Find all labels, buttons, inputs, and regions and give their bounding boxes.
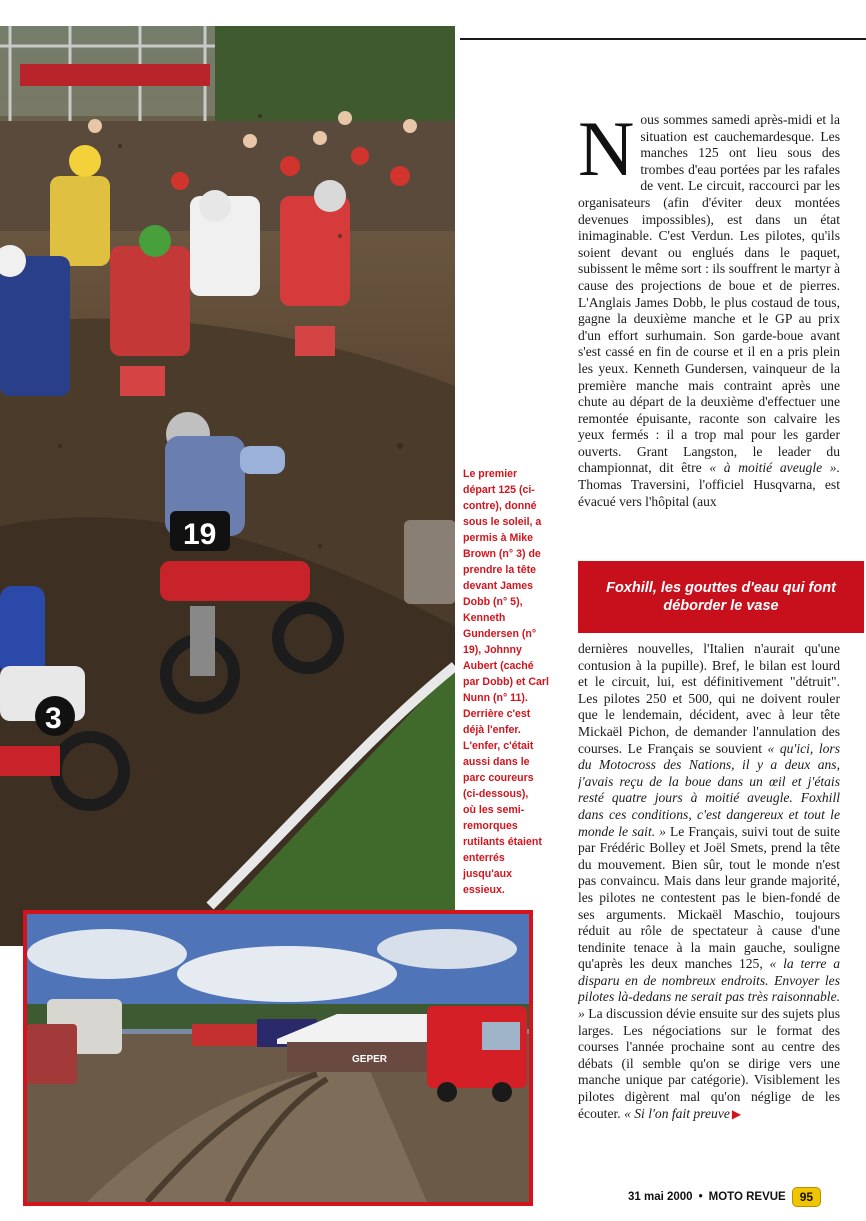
footer-separator: • <box>698 1191 703 1203</box>
dropcap: N <box>578 112 635 192</box>
article-quote-2: « qu'ici, lors du Motocross des Nations, il y a deux ans, j'avais reçu de la boue dans un œil et j'étais resté quatre jours à moitié aveugle. Foxhill dans ces conditions, c'est dangereux et tout le monde le sait. » <box>578 740 840 839</box>
article-text-2: Thomas Traversini, l'officiel Husqvarna, est évacué vers l'hôpital (aux <box>578 477 840 509</box>
article-quote-1: « à moitié aveugle ». <box>709 460 840 476</box>
article-text-4: Le Français, suivi tout de suite par Frédéric Bolley et Joël Smets, prend la tête du mouvement. Bien sûr, tout le monde n'est pas convaincu. Mais dans leur grande majorité, les pilotes ne contestent pas le bien-fondé de ses arguments. Mickaël Maschio, toujours réduit au rôle de spectateur à cause d'une tendinite tenace à la main gauche, souligne qu'après les deux manches 125, <box>578 823 840 972</box>
rider-plate-19: 19 <box>183 518 217 551</box>
top-rule <box>460 38 866 40</box>
article-text-1: ous sommes samedi après-midi et la situation est cauchemardesque. Les manches 125 ont lieu sous des trombes d'eau portées par les rafales de vent. Le circuit, raccourci par les organisateurs (afin d'éviter deux montées devenues impossibles), est dans un état inimaginable. C'est Verdun. Les pilotes, qu'ils soient devant ou englués dans le paquet, subissent le même sort : ils souffrent le martyr à cause des projections de boue et de pierres. L'Anglais James Dobb, le plus costaud de tous, gagne la deuxième manche et le GP au prix d'un effort surhumain. Son garde-boue avant s'est cassé en fin de course et il en a pris plein les yeux. Kenneth Gundersen, vainqueur de la première manche mais contraint après une chute au départ de la deuxième d'effectuer une remontée épuisante, raconte son calvaire les yeux fermés : il a trop mal pour les garder ouverts. Grant Langston, le leader du championnat, dit être <box>578 112 840 476</box>
rider-plate-3: 3 <box>45 702 62 735</box>
main-photo-motocross-start <box>0 26 455 946</box>
section-headline <box>578 561 864 633</box>
truck-logo: GEPER <box>352 1054 388 1065</box>
page-footer <box>628 1187 821 1207</box>
article-quote-4: « Si l'on fait preuve <box>624 1105 730 1121</box>
article-quote-3: « la terre a disparu en de nombreux endroits. Envoyer les pilotes là-dedans ne serait pas très raisonnable. » <box>578 956 840 1022</box>
footer-magazine: MOTO REVUE <box>708 1191 786 1203</box>
section-headline-text: Foxhill, les gouttes d'eau qui font déborder le vase <box>606 580 836 614</box>
article-column-2 <box>578 641 840 1171</box>
paddock-photo <box>23 910 533 1206</box>
article-text-5: La discussion dévie ensuite sur des sujets plus larges. Les négociations sur le format des courses l'année prochaine sont au centre des débats (il semble qu'on se dirige vers une manche unique par catégorie). Visiblement les pilotes digèrent mal qu'on néglige de les écouter. <box>578 1006 840 1121</box>
footer-date: 31 mai 2000 <box>628 1191 693 1203</box>
watermark <box>404 520 456 604</box>
continue-arrow-icon: ▶ <box>731 1106 742 1121</box>
article-text-3: dernières nouvelles, l'Italien n'aurait qu'une contusion à la pupille). Bref, le bilan est lourd et le circuit, lui, est définitivement "détruit". Les pilotes 250 et 500, qui ne doivent rouler que le lendemain, décident, avec à leur tête Mickaël Pichon, de demander l'annulation des courses. Le Français se souvient <box>578 641 840 756</box>
page-number: 95 <box>792 1187 821 1207</box>
article-column-1 <box>578 112 840 552</box>
photo-caption: Le premier départ 125 (ci- contre), donné sous le soleil, a permis à Mike Brown (n° 3) de prendre la tête devant James Dobb (n° 5), Kenneth Gundersen (n° 19), Johnny Aubert (caché par Dobb) et Carl Nunn (n° 11). Derrière c'est déjà l'enfer. L'enfer, c'était aussi dans le parc coureurs (ci-dessous), où les semi- remorques rutilants étaient enterrés jusqu'aux essieux. <box>463 468 549 896</box>
